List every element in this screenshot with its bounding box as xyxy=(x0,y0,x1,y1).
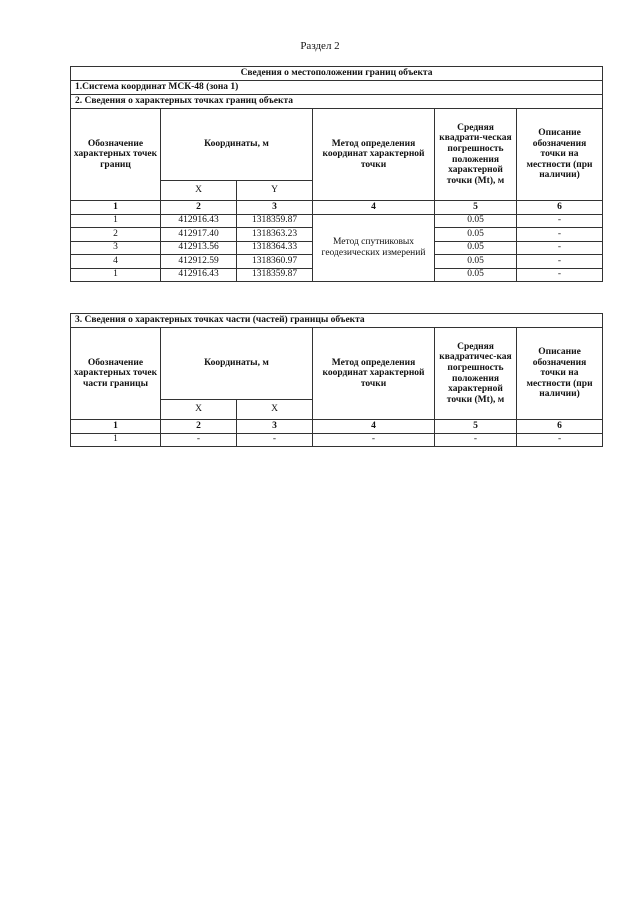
header-designation: Обозначение характерных точек границ xyxy=(71,109,161,201)
header-method: Метод определения координат характерной точки xyxy=(313,328,435,420)
section2-title: 2. Сведения о характерных точках границ объекта xyxy=(71,95,603,109)
header-description: Описание обозначения точки на местности (при наличии) xyxy=(517,328,603,420)
page-header: Раздел 2 xyxy=(300,40,340,52)
header-error: Средняя квадрати-ческая погрешность положения характерной точки (Mt), м xyxy=(435,109,517,201)
coord-y: 1318363.23 xyxy=(237,228,313,242)
table-title: Сведения о местоположении границ объекта xyxy=(71,67,603,81)
column-number: 6 xyxy=(517,201,603,215)
header-description: Описание обозначения точки на местности (при наличии) xyxy=(517,109,603,201)
error-value: 0.05 xyxy=(435,241,517,255)
coord-x: - xyxy=(161,433,237,447)
header-y: X xyxy=(237,400,313,420)
column-number: 3 xyxy=(237,420,313,434)
coordinate-system: 1.Система координат МСК-48 (зона 1) xyxy=(71,81,603,95)
description-value: - xyxy=(517,268,603,282)
section3-title: 3. Сведения о характерных точках части (частей) границы объекта xyxy=(71,314,603,328)
column-number: 3 xyxy=(237,201,313,215)
coord-x: 412917.40 xyxy=(161,228,237,242)
coord-x: 412916.43 xyxy=(161,268,237,282)
method-value: Метод спутниковых геодезических измерений xyxy=(313,214,435,282)
coord-y: - xyxy=(237,433,313,447)
column-number: 1 xyxy=(71,201,161,215)
header-method: Метод определения координат характерной точки xyxy=(313,109,435,201)
method-value: - xyxy=(313,433,435,447)
header-designation: Обозначение характерных точек части границы xyxy=(71,328,161,420)
description-value: - xyxy=(517,255,603,269)
column-number: 5 xyxy=(435,420,517,434)
header-coordinates: Координаты, м xyxy=(161,109,313,181)
column-number: 6 xyxy=(517,420,603,434)
coord-y: 1318359.87 xyxy=(237,214,313,228)
description-value: - xyxy=(517,433,603,447)
column-number: 2 xyxy=(161,201,237,215)
coord-x: 412916.43 xyxy=(161,214,237,228)
column-number: 2 xyxy=(161,420,237,434)
point-id: 4 xyxy=(71,255,161,269)
point-id: 2 xyxy=(71,228,161,242)
boundary-part-points-table xyxy=(70,313,603,447)
boundary-points-table xyxy=(70,66,603,282)
error-value: 0.05 xyxy=(435,214,517,228)
error-value: 0.05 xyxy=(435,228,517,242)
column-number: 4 xyxy=(313,420,435,434)
header-x: X xyxy=(161,181,237,201)
header-error: Средняя квадратичес-кая погрешность положения характерной точки (Mt), м xyxy=(435,328,517,420)
header-coordinates: Координаты, м xyxy=(161,328,313,400)
table-row xyxy=(71,214,603,228)
point-id: 3 xyxy=(71,241,161,255)
description-value: - xyxy=(517,228,603,242)
coord-y: 1318360.97 xyxy=(237,255,313,269)
coord-x: 412913.56 xyxy=(161,241,237,255)
column-number: 5 xyxy=(435,201,517,215)
table-row xyxy=(71,433,603,447)
error-value: 0.05 xyxy=(435,268,517,282)
description-value: - xyxy=(517,241,603,255)
header-x: X xyxy=(161,400,237,420)
description-value: - xyxy=(517,214,603,228)
header-y: Y xyxy=(237,181,313,201)
coord-y: 1318359.87 xyxy=(237,268,313,282)
column-number: 4 xyxy=(313,201,435,215)
point-id: 1 xyxy=(71,214,161,228)
point-id: 1 xyxy=(71,433,161,447)
error-value: - xyxy=(435,433,517,447)
column-number: 1 xyxy=(71,420,161,434)
coord-x: 412912.59 xyxy=(161,255,237,269)
coord-y: 1318364.33 xyxy=(237,241,313,255)
point-id: 1 xyxy=(71,268,161,282)
error-value: 0.05 xyxy=(435,255,517,269)
